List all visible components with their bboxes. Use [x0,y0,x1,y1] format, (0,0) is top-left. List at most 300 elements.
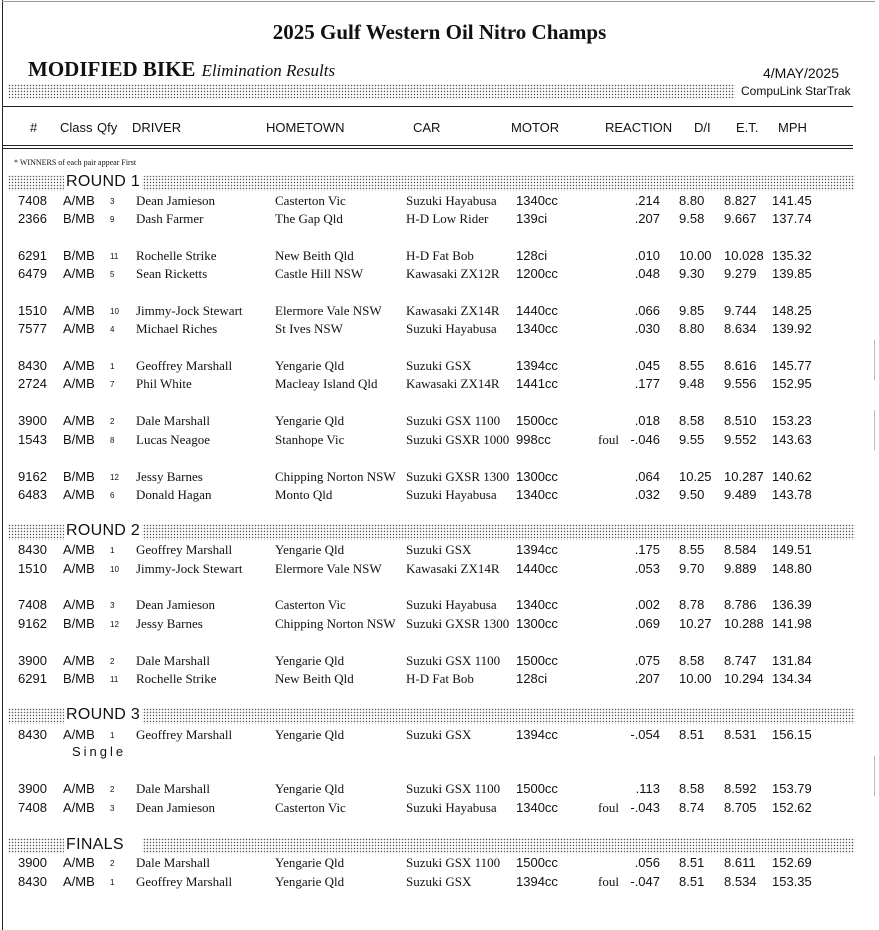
car-name: Kawasaki ZX14R [406,303,500,318]
foul-flag: foul [598,800,619,815]
hometown: New Beith Qld [275,248,354,263]
elapsed-time: 9.552 [724,432,757,447]
hometown: New Beith Qld [275,671,354,686]
header-rule-bottom-2 [2,148,853,149]
car-name: Suzuki GSX [406,727,472,742]
qualifying-position: 5 [110,270,115,279]
dial-in: 8.74 [679,800,705,815]
dial-in: 9.30 [679,266,705,281]
class: B/MB [63,469,95,484]
car-number: 1510 [18,561,47,576]
motor: 1500cc [516,413,558,428]
table-row [0,248,879,266]
speed-mph: 140.62 [772,469,812,484]
event-subtitle: Elimination Results [201,61,336,80]
reaction-time: .045 [634,358,660,373]
reaction-time: .053 [634,561,660,576]
speed-mph: 136.39 [772,597,812,612]
timing-credit: CompuLink StarTrak [741,84,851,98]
class: A/MB [63,542,95,557]
reaction-time: .032 [634,487,660,502]
dial-in: 8.51 [679,727,705,742]
hometown: Chipping Norton NSW [275,616,396,631]
car-name: Suzuki GSX 1100 [406,855,501,870]
reaction-time: -.046 [630,432,660,447]
table-row [0,874,879,892]
hometown: Casterton Vic [275,800,346,815]
motor: 1340cc [516,321,558,336]
motor: 1340cc [516,597,558,612]
table-row [0,358,879,376]
car-number: 6291 [18,671,47,686]
event-date: 4/MAY/2025 [762,65,839,81]
qualifying-position: 2 [110,859,115,868]
table-row [0,855,879,873]
car-number: 8430 [18,727,47,742]
car-number: 2366 [18,211,47,226]
col-header-class: Class [60,120,93,135]
speed-mph: 152.69 [772,855,812,870]
motor: 998cc [516,432,551,447]
speed-mph: 139.92 [772,321,812,336]
dial-in: 8.58 [679,781,705,796]
elapsed-time: 10.028 [724,248,764,263]
motor: 1440cc [516,303,558,318]
dial-in: 8.58 [679,413,705,428]
reaction-time: .075 [634,653,660,668]
class: A/MB [63,561,95,576]
speed-mph: 131.84 [772,653,812,668]
elapsed-time: 8.611 [724,855,756,870]
car-number: 7408 [18,193,47,208]
foul-flag: foul [598,874,619,889]
speed-mph: 152.95 [772,376,812,391]
class: B/MB [63,671,95,686]
qualifying-position: 10 [110,307,119,316]
speed-mph: 145.77 [772,358,812,373]
dial-in: 8.80 [679,193,705,208]
speed-mph: 153.23 [772,413,812,428]
driver-name: Jessy Barnes [136,616,203,631]
motor: 1300cc [516,616,558,631]
class: A/MB [63,266,95,281]
qualifying-position: 2 [110,417,115,426]
class: A/MB [63,855,95,870]
driver-name: Phil White [136,376,192,391]
table-row [0,432,879,450]
elapsed-time: 8.705 [724,800,757,815]
class: A/MB [63,358,95,373]
elapsed-time: 8.510 [724,413,757,428]
dial-in: 8.51 [679,855,705,870]
table-row [0,542,879,560]
round-label: ROUND 3 [66,706,141,723]
car-number: 6479 [18,266,47,281]
speed-mph: 134.34 [772,671,812,686]
car-name: Suzuki Hayabusa [406,597,497,612]
driver-name: Dean Jamieson [136,597,216,612]
winners-note: * WINNERS of each pair appear First [14,158,137,167]
car-number: 3900 [18,781,47,796]
foul-flag: foul [598,432,619,447]
elapsed-time: 9.744 [724,303,757,318]
elapsed-time: 8.534 [724,874,757,889]
motor: 1500cc [516,653,558,668]
class: A/MB [63,413,95,428]
hometown: Yengarie Qld [275,542,345,557]
car-name: Suzuki Hayabusa [406,193,497,208]
elapsed-time: 8.616 [724,358,757,373]
car-name: Suzuki Hayabusa [406,800,497,815]
class: A/MB [63,321,95,336]
driver-name: Geoffrey Marshall [136,542,233,557]
elapsed-time: 8.592 [724,781,757,796]
motor: 1200cc [516,266,558,281]
speed-mph: 152.62 [772,800,812,815]
driver-name: Geoffrey Marshall [136,874,233,889]
elapsed-time: 9.489 [724,487,757,502]
motor: 1500cc [516,781,558,796]
elapsed-time: 10.294 [724,671,764,686]
class: B/MB [63,248,95,263]
car-name: Suzuki GSX 1100 [406,781,501,796]
class: A/MB [63,487,95,502]
motor: 1394cc [516,542,558,557]
class: A/MB [63,303,95,318]
qualifying-position: 11 [110,675,119,684]
driver-name: Geoffrey Marshall [136,358,233,373]
reaction-time: .064 [634,469,660,484]
driver-name: Dean Jamieson [136,193,216,208]
dial-in: 10.00 [679,248,712,263]
hometown: Elermore Vale NSW [275,303,382,318]
table-row [0,781,879,799]
car-number: 3900 [18,653,47,668]
elapsed-time: 8.747 [724,653,757,668]
col-header-mph: MPH [778,120,807,135]
dial-in: 9.55 [679,432,705,447]
elapsed-time: 10.288 [724,616,764,631]
dial-in: 8.78 [679,597,705,612]
hometown: Yengarie Qld [275,855,345,870]
motor: 139ci [516,211,548,226]
round-band [8,838,855,854]
col-header-di: D/I [694,120,711,135]
reaction-time: .069 [634,616,660,631]
elapsed-time: 8.531 [724,727,757,742]
driver-name: Jimmy-Jock Stewart [136,303,243,318]
hometown: Yengarie Qld [275,653,345,668]
speed-mph: 156.15 [772,727,812,742]
motor: 1340cc [516,800,558,815]
car-number: 9162 [18,469,47,484]
reaction-time: .002 [634,597,660,612]
hometown: Casterton Vic [275,193,346,208]
speed-mph: 153.79 [772,781,812,796]
dial-in: 9.70 [679,561,705,576]
driver-name: Michael Riches [136,321,218,336]
elapsed-time: 9.556 [724,376,757,391]
speed-mph: 143.63 [772,432,812,447]
speed-mph: 137.74 [772,211,812,226]
car-name: Suzuki GSX [406,874,472,889]
elapsed-time: 8.634 [724,321,757,336]
driver-name: Dale Marshall [136,781,211,796]
round-label: ROUND 2 [66,522,141,539]
speed-mph: 148.80 [772,561,812,576]
class: A/MB [63,727,95,742]
qualifying-position: 3 [110,804,115,813]
hometown: Monto Qld [275,487,333,502]
speed-mph: 139.85 [772,266,812,281]
car-name: Suzuki GSX 1100 [406,653,501,668]
driver-name: Lucas Neagoe [136,432,210,447]
qualifying-position: 7 [110,380,115,389]
car-number: 1510 [18,303,47,318]
hometown: Macleay Island Qld [275,376,378,391]
table-row [0,487,879,505]
elapsed-time: 8.786 [724,597,757,612]
reaction-time: .113 [635,781,660,796]
car-name: Suzuki Hayabusa [406,321,497,336]
speed-mph: 135.32 [772,248,812,263]
round-band [8,175,855,191]
event-heading [28,57,335,82]
dial-in: 9.58 [679,211,705,226]
table-row [0,413,879,431]
class: A/MB [63,376,95,391]
table-row [0,616,879,634]
speed-mph: 143.78 [772,487,812,502]
event-name: MODIFIED BIKE [28,57,196,81]
hometown: Chipping Norton NSW [275,469,396,484]
table-row [0,800,879,818]
car-name: Suzuki GSXR 1000 [406,432,510,447]
car-number: 6291 [18,248,47,263]
reaction-time: -.054 [630,727,660,742]
driver-name: Dale Marshall [136,653,211,668]
class: A/MB [63,781,95,796]
elapsed-time: 9.279 [724,266,757,281]
qualifying-position: 10 [110,565,119,574]
col-header-hometown: HOMETOWN [266,120,345,135]
table-row [0,653,879,671]
speed-mph: 141.45 [772,193,812,208]
hometown: Yengarie Qld [275,781,345,796]
motor: 1340cc [516,487,558,502]
car-name: Suzuki GXSR 1300 [406,616,510,631]
class: A/MB [63,874,95,889]
speed-mph: 153.35 [772,874,812,889]
table-row [0,671,879,689]
dial-in: 9.48 [679,376,705,391]
dial-in: 10.27 [679,616,712,631]
table-row [0,469,879,487]
dotted-stripe [8,84,735,99]
car-name: Kawasaki ZX14R [406,376,500,391]
qualifying-position: 1 [110,546,115,555]
car-number: 7408 [18,597,47,612]
reaction-time: .214 [634,193,660,208]
driver-name: Geoffrey Marshall [136,727,233,742]
reaction-time: .010 [634,248,660,263]
qualifying-position: 12 [110,620,119,629]
motor: 1394cc [516,358,558,373]
motor: 1394cc [516,874,558,889]
col-header-car: CAR [413,120,441,135]
reaction-time: .177 [634,376,660,391]
elapsed-time: 9.889 [724,561,757,576]
dial-in: 8.55 [679,542,705,557]
car-number: 8430 [18,358,47,373]
reaction-time: .030 [634,321,660,336]
car-number: 9162 [18,616,47,631]
dial-in: 9.85 [679,303,705,318]
reaction-time: -.047 [630,874,660,889]
header-rule-top [2,106,853,107]
table-row [0,561,879,579]
dial-in: 10.25 [679,469,712,484]
qualifying-position: 11 [110,252,119,261]
col-header-qfy: Qfy [97,120,118,135]
dial-in: 10.00 [679,671,712,686]
table-row [0,321,879,339]
qualifying-position: 3 [110,601,115,610]
elapsed-time: 8.584 [724,542,757,557]
speed-mph: 141.98 [772,616,812,631]
qualifying-position: 12 [110,473,119,482]
car-number: 8430 [18,542,47,557]
reaction-time: .048 [634,266,660,281]
page-border-top [2,1,875,2]
motor: 128ci [516,671,548,686]
class: B/MB [63,432,95,447]
class: A/MB [63,800,95,815]
table-row [0,376,879,394]
motor: 1441cc [516,376,558,391]
reaction-time: .018 [634,413,660,428]
col-header-et: E.T. [736,120,759,135]
col-header-num: # [30,120,38,135]
driver-name: Dean Jamieson [136,800,216,815]
motor: 1394cc [516,727,558,742]
round-band [8,524,855,540]
hometown: Stanhope Vic [275,432,345,447]
table-row [0,211,879,229]
class: B/MB [63,211,95,226]
motor: 1300cc [516,469,558,484]
qualifying-position: 2 [110,657,115,666]
driver-name: Rochelle Strike [136,671,217,686]
car-number: 6483 [18,487,47,502]
driver-name: Donald Hagan [136,487,212,502]
class: A/MB [63,597,95,612]
col-header-motor: MOTOR [511,120,560,135]
hometown: Yengarie Qld [275,358,345,373]
hometown: Elermore Vale NSW [275,561,382,576]
hometown: The Gap Qld [275,211,343,226]
car-number: 3900 [18,413,47,428]
table-row [0,597,879,615]
dial-in: 8.80 [679,321,705,336]
class: B/MB [63,616,95,631]
class: A/MB [63,653,95,668]
hometown: Yengarie Qld [275,874,345,889]
col-header-reaction: REACTION [605,120,673,135]
speed-mph: 149.51 [772,542,812,557]
page-title: 2025 Gulf Western Oil Nitro Champs [272,20,607,44]
hometown: Castle Hill NSW [275,266,364,281]
single-run-note: Single [72,744,127,759]
qualifying-position: 4 [110,325,115,334]
table-row [0,727,879,745]
car-number: 2724 [18,376,47,391]
reaction-time: .056 [634,855,660,870]
qualifying-position: 1 [110,878,115,887]
reaction-time: .207 [634,671,660,686]
qualifying-position: 9 [110,215,115,224]
hometown: St Ives NSW [275,321,343,336]
qualifying-position: 1 [110,731,115,740]
qualifying-position: 8 [110,436,115,445]
elapsed-time: 10.287 [724,469,764,484]
qualifying-position: 2 [110,785,115,794]
reaction-time: .175 [634,542,660,557]
driver-name: Sean Ricketts [136,266,208,281]
car-number: 1543 [18,432,47,447]
class: A/MB [63,193,95,208]
reaction-time: .066 [634,303,660,318]
dial-in: 8.51 [679,874,705,889]
car-number: 8430 [18,874,47,889]
header-rule-bottom [2,145,853,146]
hometown: Yengarie Qld [275,727,345,742]
elapsed-time: 9.667 [724,211,757,226]
car-number: 7577 [18,321,47,336]
driver-name: Jimmy-Jock Stewart [136,561,243,576]
round-label: ROUND 1 [66,173,141,190]
car-number: 7408 [18,800,47,815]
motor: 1440cc [516,561,558,576]
dial-in: 8.55 [679,358,705,373]
elapsed-time: 8.827 [724,193,757,208]
car-number: 3900 [18,855,47,870]
motor: 1340cc [516,193,558,208]
table-row [0,193,879,211]
reaction-time: -.043 [630,800,660,815]
driver-name: Jessy Barnes [136,469,203,484]
qualifying-position: 3 [110,197,115,206]
table-row [0,303,879,321]
driver-name: Dale Marshall [136,413,211,428]
speed-mph: 148.25 [772,303,812,318]
motor: 1500cc [516,855,558,870]
dial-in: 9.50 [679,487,705,502]
hometown: Casterton Vic [275,597,346,612]
driver-name: Dale Marshall [136,855,211,870]
round-band [8,708,855,724]
car-name: Suzuki GSX [406,542,472,557]
car-name: Kawasaki ZX14R [406,561,500,576]
car-name: H-D Fat Bob [406,671,474,686]
car-name: H-D Fat Bob [406,248,474,263]
car-name: H-D Low Rider [406,211,489,226]
qualifying-position: 1 [110,362,115,371]
round-label: FINALS [64,836,142,854]
col-header-driver: DRIVER [132,120,182,135]
motor: 128ci [516,248,548,263]
hometown: Yengarie Qld [275,413,345,428]
